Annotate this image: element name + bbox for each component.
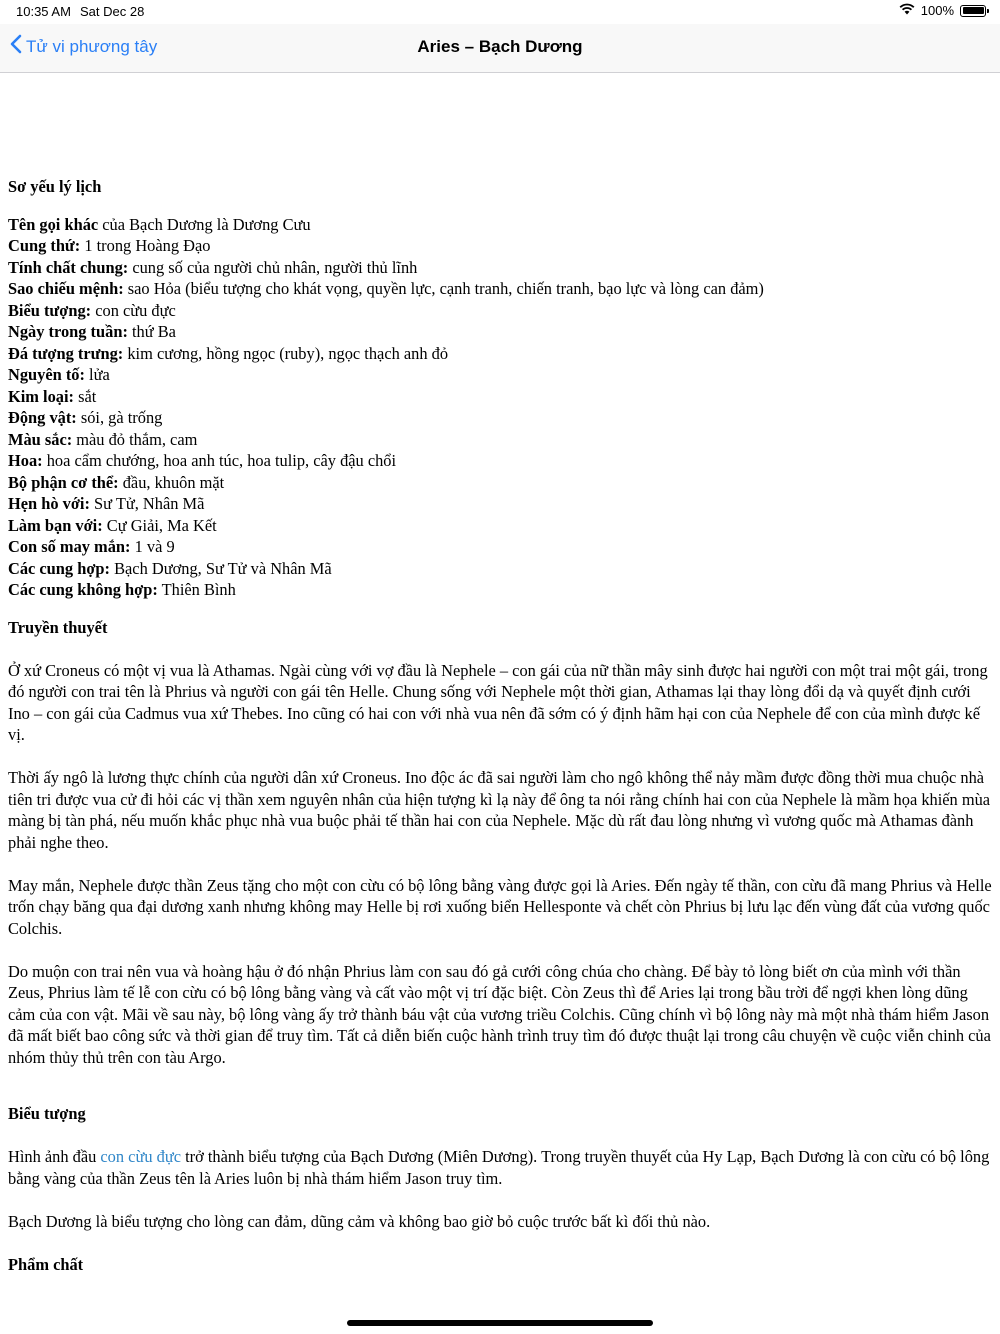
legend-paragraph: Thời ấy ngô là lương thực chính của người dân xứ Croneus. Ino độc ác đã sai người làm cho ngô không thể nảy mầm được đồng thời mua chuộc nhà tiên tri được vua cử đi hỏi các vị thần xem nguyên nhân của hiện tượng kì lạ này để ông ta nói rằng chính hai con của Nephele là mầm họa khiến mùa màng bị tàn phá, nếu muốn khắc phục nhà vua buộc phải tế thần hai con của Nephele. Mặc dù rất đau lòng nhưng vì vương quốc mà Athamas đành phải nghe theo.	[8, 768, 991, 852]
profile-row-key: Con số may mắn:	[8, 537, 131, 556]
section-heading-symbol: Biểu tượng	[8, 1104, 86, 1123]
profile-row-value: con cừu đực	[91, 300, 176, 320]
profile-row-value: hoa cẩm chướng, hoa anh túc, hoa tulip, cây đậu chổi	[42, 451, 397, 470]
legend-paragraph: Ở xứ Croneus có một vị vua là Athamas. Ngài cùng với vợ đầu là Nephele – con gái của nữ thần mây sinh được hai người con một trai một gái, trong đó người con trai tên là Phrius và người con gái tên Helle. Chung sống với Nephele một thời gian, Athamas lại thay lòng đổi dạ và quyết định cưới Ino – con gái của Cadmus vua xứ Thebes. Ino cũng có hai con với nhà vua nên đã sớm có ý định hãm hại con của Nephele để con của mình được kế vị.	[8, 660, 988, 744]
profile-row-key: Màu sắc:	[8, 429, 73, 449]
profile-row-key: Cung thứ:	[8, 236, 81, 255]
ram-link[interactable]: con cừu đực	[100, 1147, 181, 1166]
legend-paragraph: Do muộn con trai nên vua và hoàng hậu ở đó nhận Phrius làm con sau đó gả cưới công chúa cho chàng. Để bày tỏ lòng biết ơn của mình với thần Zeus, Phrius làm tế lễ con cừu có bộ lông bằng vàng và cất vào một vị trí đặc biệt. Còn Zeus thì để Aries lại trong bầu trời để ngợi khen lòng dũng cảm của con vật. Mãi về sau này, bộ lông vàng ấy trở thành báu vật của vương triều Colchis. Cũng chính vì bộ lông này mà một nhà thám hiểm Jason đã mất biết bao công sức và thời gian để truy tìm. Tất cả diễn biến cuộc hành trình truy tìm đó được thuật lại trong câu chuyện về cuộc viễn chinh của nhóm thủy thủ trên con tàu Argo.	[8, 961, 991, 1067]
profile-row-key: Bộ phận cơ thể:	[8, 472, 119, 492]
profile-row-key: Kim loại:	[8, 386, 75, 406]
battery-percent: 100%	[920, 3, 954, 18]
profile-row-value: 1 và 9	[130, 537, 175, 556]
profile-row-key: Đá tượng trưng:	[8, 343, 124, 363]
profile-row	[8, 343, 993, 365]
profile-row-key: Ngày trong tuần:	[8, 322, 128, 341]
section-heading-qualities: Phẩm chất	[8, 1254, 84, 1274]
profile-row	[8, 321, 993, 343]
profile-row-value: Cự Giải, Ma Kết	[102, 515, 217, 535]
profile-row	[8, 364, 993, 386]
profile-row-value: 1 trong Hoàng Đạo	[80, 236, 211, 255]
home-indicator[interactable]	[347, 1320, 653, 1326]
profile-row	[8, 558, 993, 580]
profile-row	[8, 429, 993, 451]
profile-row-value: lửa	[84, 365, 110, 384]
profile-row-value: Bạch Dương, Sư Tử và Nhân Mã	[109, 558, 332, 578]
symbol-paragraph	[8, 1146, 993, 1189]
profile-row-key: Động vật:	[8, 408, 77, 427]
wifi-icon	[899, 3, 915, 18]
profile-row	[8, 407, 993, 429]
profile-row	[8, 536, 993, 558]
status-date: Sat Dec 28	[80, 4, 145, 19]
profile-row	[8, 300, 993, 322]
profile-row-key: Nguyên tố:	[8, 365, 85, 384]
profile-row-key: Tính chất chung:	[8, 257, 129, 277]
back-button-label: Tử vi phương tây	[26, 36, 158, 56]
legend-paragraph: May mắn, Nephele được thần Zeus tặng cho một con cừu có bộ lông bằng vàng được gọi là Aries. Đến ngày tế thần, con cừu đã mang Phrius và Helle trốn chạy băng qua đại dương xanh nhưng không may Helle bị rơi xuống biển Hellesponte và chết còn Phrius bị lưu lạc đến vùng đất của vương quốc Colchis.	[8, 875, 992, 938]
profile-row-key: Tên gọi khác	[8, 214, 99, 234]
legend-body	[8, 660, 993, 1069]
profile-row-value: cung số của người chủ nhân, người thủ lĩnh	[128, 257, 418, 277]
profile-row	[8, 493, 993, 515]
symbol-text-end: trở thành biểu tượng của Bạch Dương (Miên Dương). Trong truyền thuyết của Hy Lạp, Bạch Dương là con cừu có bộ lông bằng vàng của thần Zeus tên là Aries luôn bị nhà thám hiểm Jason truy tìm.	[8, 1147, 990, 1188]
profile-row-key: Các cung hợp:	[8, 558, 110, 578]
profile-row	[8, 515, 993, 537]
section-heading-profile: Sơ yếu lý lịch	[8, 177, 102, 196]
profile-row-value: Thiên Bình	[157, 580, 236, 599]
profile-row-value: Sư Tử, Nhân Mã	[89, 494, 205, 513]
status-bar	[0, 0, 1000, 24]
battery-icon	[960, 5, 986, 17]
profile-row	[8, 278, 993, 300]
profile-row-key: Biểu tượng:	[8, 300, 92, 320]
navigation-bar	[0, 24, 1000, 73]
profile-row-key: Hẹn hò với:	[8, 494, 90, 513]
profile-row	[8, 579, 993, 601]
profile-list	[8, 214, 993, 601]
profile-row-value: sao Hỏa (biểu tượng cho khát vọng, quyền lực, cạnh tranh, chiến tranh, bạo lực và lòng can đảm)	[123, 279, 764, 298]
profile-row-value: đầu, khuôn mặt	[118, 472, 225, 492]
profile-row-value: thứ Ba	[127, 322, 176, 341]
profile-row-key: Sao chiếu mệnh:	[8, 279, 124, 298]
symbol-paragraph-2: Bạch Dương là biểu tượng cho lòng can đảm, dũng cảm và không bao giờ bỏ cuộc trước bất kì đối thủ nào.	[8, 1211, 711, 1231]
profile-row-value: kim cương, hồng ngọc (ruby), ngọc thạch anh đỏ	[123, 343, 449, 363]
profile-row	[8, 235, 993, 257]
profile-row	[8, 257, 993, 279]
profile-row	[8, 472, 993, 494]
profile-row	[8, 214, 993, 236]
symbol-text-start: Hình ảnh đầu	[8, 1147, 101, 1166]
profile-row-value: màu đỏ thắm, cam	[72, 429, 198, 449]
profile-row-key: Hoa:	[8, 451, 43, 470]
profile-row-value: sói, gà trống	[76, 408, 163, 427]
page-title: Aries – Bạch Dương	[417, 37, 583, 56]
status-time: 10:35 AM	[16, 4, 71, 19]
profile-row-key: Làm bạn với:	[8, 515, 103, 535]
profile-row-value: sắt	[74, 386, 97, 406]
section-heading-legend: Truyền thuyết	[8, 617, 108, 637]
status-right-group	[899, 3, 986, 18]
article-content	[8, 176, 993, 1275]
profile-row-key: Các cung không hợp:	[8, 580, 158, 599]
profile-row-value: của Bạch Dương là Dương Cưu	[98, 214, 311, 234]
profile-row	[8, 386, 993, 408]
profile-row	[8, 450, 993, 472]
